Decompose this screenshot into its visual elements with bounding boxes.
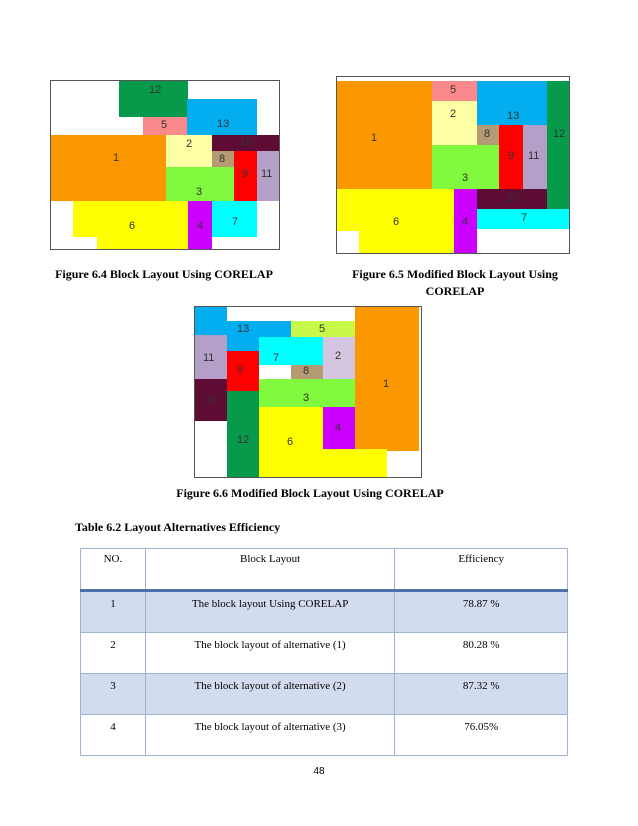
figure-6-4-caption: Figure 6.4 Block Layout Using CORELAP <box>55 267 273 281</box>
block-1: 1 <box>337 81 432 189</box>
block-13: 13 <box>477 81 547 125</box>
table-row <box>81 633 568 674</box>
cell-block-layout: The block layout of alternative (1) <box>145 633 394 674</box>
block-1: 1 <box>355 307 419 451</box>
block-12: 12 <box>119 81 188 117</box>
block-10: 10 <box>212 135 279 151</box>
block-1: 1 <box>51 135 166 201</box>
block-11: 11 <box>195 335 227 379</box>
cell-block-layout: The block layout of alternative (2) <box>145 674 394 715</box>
block-11: 11 <box>257 151 279 201</box>
block-4: 4 <box>323 407 355 449</box>
block-9: 9 <box>234 151 257 201</box>
block-8: 8 <box>477 125 499 145</box>
white-gap <box>337 231 359 253</box>
cell-efficiency: 76.05% <box>395 715 568 756</box>
figure-6-6 <box>194 306 422 478</box>
block-13: 13 <box>227 321 291 351</box>
block-6: 6 <box>73 201 188 249</box>
block-9: 9 <box>227 351 259 391</box>
block-4: 4 <box>454 189 477 253</box>
block-8: 8 <box>212 151 234 167</box>
cell-efficiency: 78.87 % <box>395 591 568 633</box>
figure-6-4 <box>50 80 280 250</box>
block-8: 8 <box>291 365 323 379</box>
table-row <box>81 674 568 715</box>
block-top-blue <box>195 307 227 335</box>
cell-efficiency: 87.32 % <box>395 674 568 715</box>
block-3: 3 <box>432 145 499 189</box>
cell-no: 1 <box>81 591 146 633</box>
block-10: 10 <box>195 379 227 421</box>
block-12: 12 <box>227 391 259 477</box>
block-7: 7 <box>259 337 323 365</box>
block-13: 13 <box>187 99 257 135</box>
table-header-row <box>81 549 568 591</box>
block-3: 3 <box>259 379 355 407</box>
block-10: 10 <box>477 189 547 209</box>
column-header-no: NO. <box>81 549 146 591</box>
block-6: 6 <box>337 189 454 253</box>
table-row <box>81 715 568 756</box>
cell-no: 4 <box>81 715 146 756</box>
block-11: 11 <box>523 125 547 189</box>
column-header-efficiency: Efficiency <box>395 549 568 591</box>
figure-6-5-caption: Figure 6.5 Modified Block Layout Using CORELAP <box>352 267 558 298</box>
cell-block-layout: The block layout Using CORELAP <box>145 591 394 633</box>
block-2: 2 <box>323 337 355 379</box>
column-header-block-layout: Block Layout <box>145 549 394 591</box>
block-7: 7 <box>212 201 257 237</box>
efficiency-table <box>80 548 568 756</box>
table-caption: Table 6.2 Layout Alternatives Efficiency <box>75 520 281 534</box>
table-row <box>81 591 568 633</box>
white-gap <box>73 237 97 249</box>
cell-block-layout: The block layout of alternative (3) <box>145 715 394 756</box>
block-5: 5 <box>432 81 477 101</box>
figure-6-6-caption: Figure 6.6 Modified Block Layout Using CORELAP <box>176 486 444 500</box>
cell-efficiency: 80.28 % <box>395 633 568 674</box>
block-4: 4 <box>188 201 212 249</box>
page-number: 48 <box>313 766 325 777</box>
block-5: 5 <box>291 321 355 337</box>
block-3: 3 <box>166 167 234 201</box>
block-12: 12 <box>547 81 569 209</box>
block-6: 6 <box>259 407 323 477</box>
cell-no: 2 <box>81 633 146 674</box>
cell-no: 3 <box>81 674 146 715</box>
block-6-ext <box>323 449 387 477</box>
block-5: 5 <box>143 117 187 135</box>
block-2: 2 <box>432 101 477 145</box>
block-7: 7 <box>477 209 569 229</box>
block-9: 9 <box>499 125 523 189</box>
block-2: 2 <box>166 135 212 167</box>
figure-6-5 <box>336 76 570 254</box>
